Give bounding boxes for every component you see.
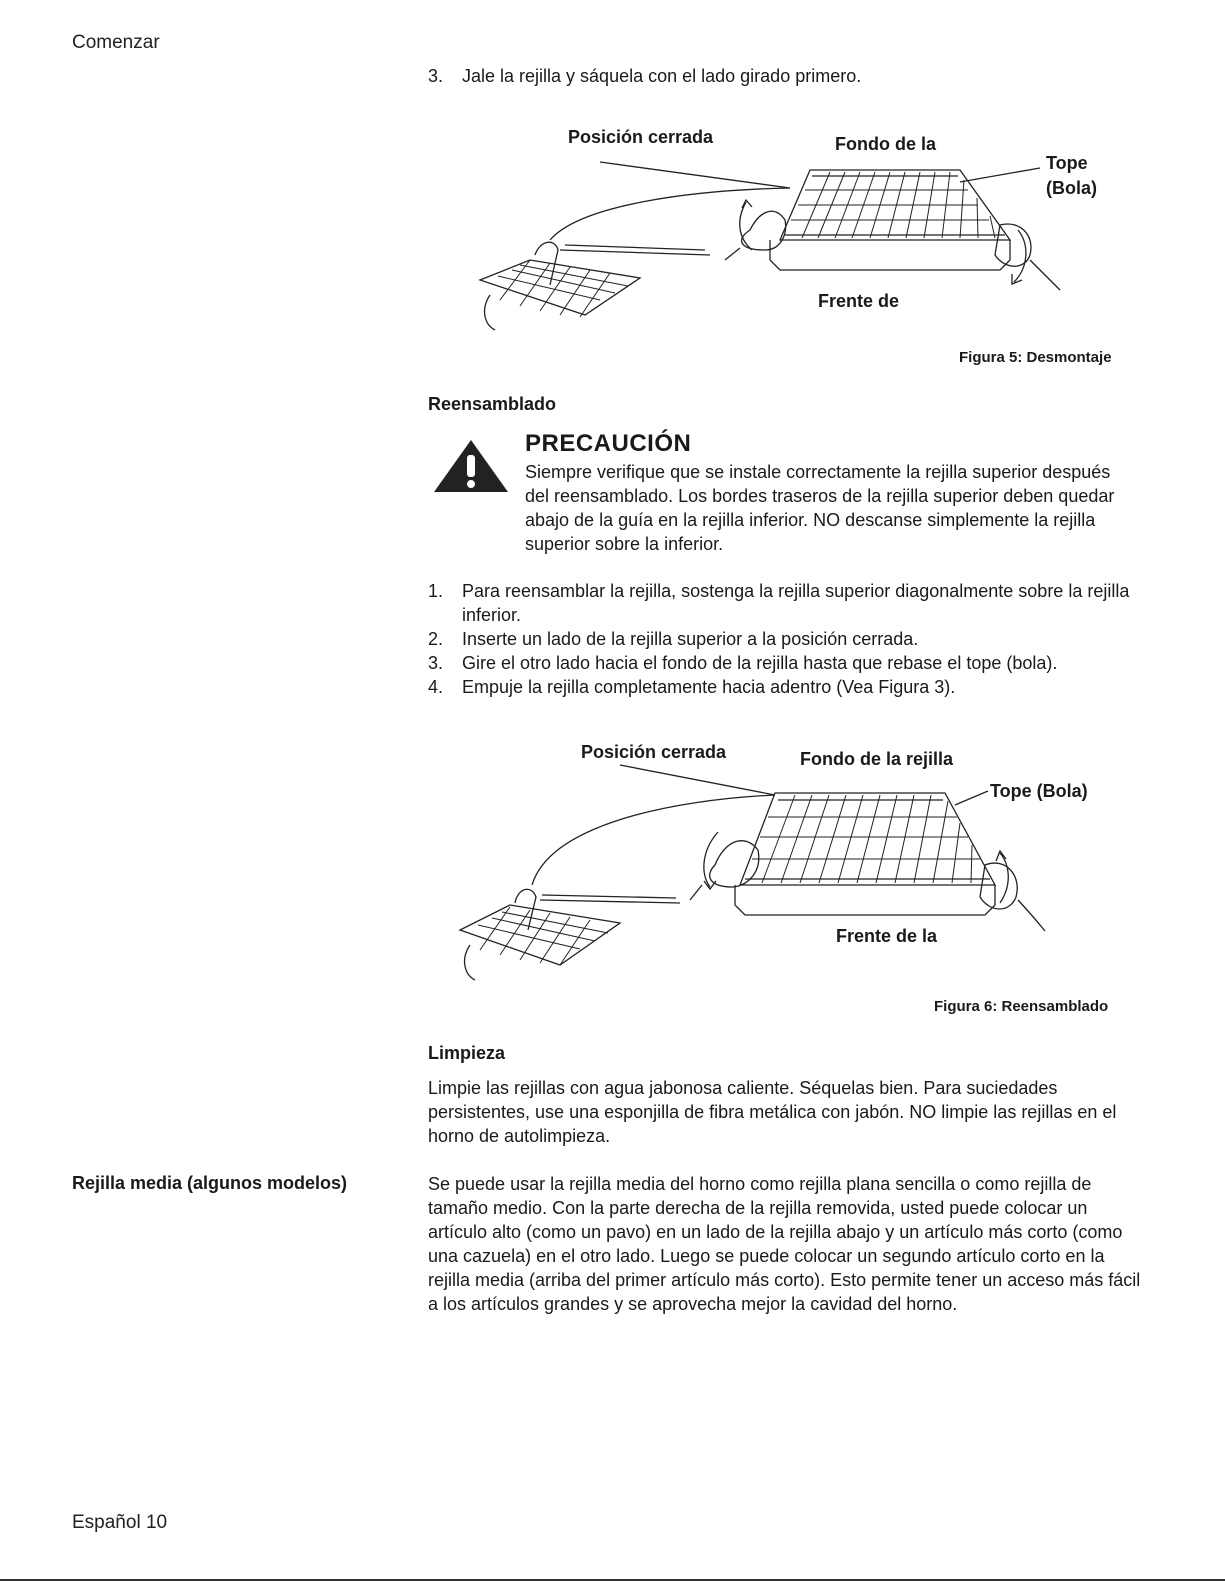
label-rack-back: Fondo de la	[835, 134, 936, 154]
step-3-remove	[428, 66, 861, 87]
warning-icon	[432, 438, 510, 494]
page-number: Español 10	[72, 1512, 168, 1533]
reassembly-steps	[428, 579, 1148, 699]
figure-caption: Figura 6: Reensamblado	[934, 998, 1109, 1015]
step-text: Jale la rejilla y sáquela con el lado girado primero.	[462, 66, 862, 86]
cleaning-text: Limpie las rejillas con agua jabonosa caliente. Séquelas bien. Para suciedades persistentes, use una esponjilla de fibra metálica con jabón. NO limpie las rejillas en el horno de autolimpieza.	[428, 1078, 1117, 1146]
rack-reassembly-illustration	[440, 735, 1160, 995]
bottom-rule	[0, 1579, 1225, 1581]
step-number: 3.	[428, 66, 444, 86]
heading-reassembly: Reensamblado	[428, 394, 557, 414]
figure-6	[440, 735, 1160, 1020]
label-closed-position: Posición cerrada	[568, 127, 714, 147]
list-item: 1. Para reensamblar la rejilla, sostenga la rejilla superior diagonalmente sobre la rejilla inferior.	[428, 581, 1130, 625]
label-stop: Tope	[1046, 153, 1088, 173]
list-item: 4. Empuje la rejilla completamente hacia adentro (Vea Figura 3).	[428, 677, 956, 697]
rack-removal-illustration	[440, 110, 1160, 360]
label-closed-position: Posición cerrada	[581, 742, 727, 762]
label-stop-ball: Tope (Bola)	[990, 781, 1088, 801]
label-rack-front: Frente de la	[836, 926, 938, 946]
figure-5	[440, 110, 1160, 380]
caution-text: Siempre verifique que se instale correctamente la rejilla superior después del reensamblado. Los bordes traseros de la rejilla superior deben quedar abajo de la guía en la rejilla inferior. NO descanse simplemente la rejilla superior sobre la inferior.	[525, 462, 1115, 554]
label-ball: (Bola)	[1046, 178, 1097, 198]
section-header: Comenzar	[72, 32, 160, 53]
mid-rack-text: Se puede usar la rejilla media del horno como rejilla plana sencilla o como rejilla de tamaño medio. Con la parte derecha de la rejilla removida, usted puede colocar un artículo alto (como un pavo) en un lado de la rejilla abajo y un artículo más corto (como una cazuela) en el otro lado. Luego se puede colocar un segundo artículo corto en la rejilla media (arriba del primer artículo más corto). Esto permite tener un acceso más fácil a los artículos grandes y se aprovecha mejor la cavidad del horno.	[428, 1174, 1141, 1314]
list-item: 2. Inserte un lado de la rejilla superior a la posición cerrada.	[428, 629, 919, 649]
label-rack-front: Frente de	[818, 291, 900, 311]
side-heading-mid-rack: Rejilla media (algunos modelos)	[72, 1173, 348, 1193]
label-rack-back: Fondo de la rejilla	[800, 749, 954, 769]
heading-cleaning: Limpieza	[428, 1043, 506, 1063]
figure-caption: Figura 5: Desmontaje	[959, 349, 1112, 366]
list-item: 3. Gire el otro lado hacia el fondo de la rejilla hasta que rebase el tope (bola).	[428, 653, 1058, 673]
caution-title: PRECAUCIÓN	[525, 430, 692, 457]
